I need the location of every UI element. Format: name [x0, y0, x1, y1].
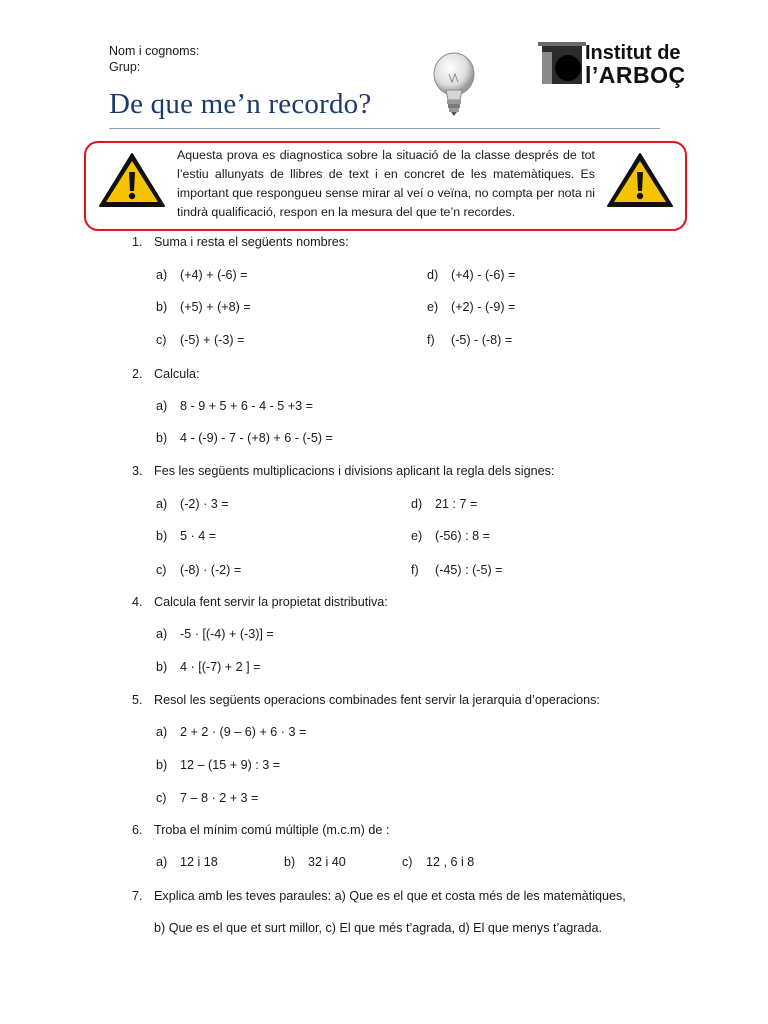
question-text: Troba el mínim comú múltiple (m.c.m) de : — [154, 823, 390, 837]
list-item: a) (-2) · 3 = — [156, 497, 229, 511]
list-item: c) (-5) + (-3) = — [156, 333, 245, 347]
question-number: 1. — [132, 235, 143, 249]
logo-text-line1: Institut de — [585, 42, 681, 64]
question-number: 2. — [132, 367, 143, 381]
group-label: Grup: — [109, 60, 141, 74]
title-rule — [109, 128, 660, 129]
list-item: b) 4 - (-9) - 7 - (+8) + 6 - (-5) = — [156, 431, 333, 445]
list-item: d) 21 : 7 = — [411, 497, 478, 511]
question-3 — [132, 464, 554, 478]
question-number: 7. — [132, 889, 143, 903]
name-label: Nom i cognoms: — [109, 44, 200, 58]
school-logo — [538, 42, 686, 86]
question-text: Explica amb les teves paraules: a) Que es el que et costa més de les matemàtiques, — [154, 889, 626, 903]
lightbulb-icon — [424, 50, 482, 118]
list-item: b) 5 · 4 = — [156, 529, 217, 543]
list-item: a) 8 - 9 + 5 + 6 - 4 - 5 +3 = — [156, 399, 314, 413]
list-item: b) 4 · [(-7) + 2 ] = — [156, 660, 261, 674]
question-5 — [132, 693, 600, 707]
list-item: b) 32 i 40 — [284, 855, 346, 869]
list-item: b) 12 – (15 + 9) : 3 = — [156, 758, 281, 772]
list-item: c) (-8) · (-2) = — [156, 563, 242, 577]
question-text: Fes les següents multiplicacions i divisions aplicant la regla dels signes: — [154, 464, 555, 478]
question-number: 5. — [132, 693, 143, 707]
list-item: a) (+4) + (-6) = — [156, 268, 248, 282]
question-2 — [132, 367, 200, 381]
question-1 — [132, 235, 349, 249]
list-item: a) 12 i 18 — [156, 855, 218, 869]
question-7 — [132, 889, 626, 903]
list-item: a) -5 · [(-4) + (-3)] = — [156, 627, 274, 641]
list-item: f) (-5) - (-8) = — [427, 333, 513, 347]
question-number: 3. — [132, 464, 143, 478]
page-title: De que me’n recordo? — [109, 88, 372, 120]
warning-icon — [98, 152, 166, 208]
question-number: 4. — [132, 595, 143, 609]
list-item: e) (-56) : 8 = — [411, 529, 490, 543]
list-item: a) 2 + 2 · (9 – 6) + 6 · 3 = — [156, 725, 307, 739]
question-text: Resol les següents operacions combinades fent servir la jerarquia d’operacions: — [154, 693, 600, 707]
logo-emblem-icon — [538, 42, 586, 86]
warning-icon — [606, 152, 674, 208]
list-item: b) (+5) + (+8) = — [156, 300, 251, 314]
question-6 — [132, 823, 389, 837]
warning-text: Aquesta prova es diagnostica sobre la situació de la classe després de tot l’estiu allunyats de llibres de text i en concret de les matemàtiques. Es important que respongueu sense mirar al veí o veïna, no compta per nota ni tindrà qualificació, respon en la mesura del que te’n recordes. — [177, 148, 595, 219]
list-item: c) 12 , 6 i 8 — [402, 855, 475, 869]
question-text: Calcula fent servir la propietat distributiva: — [154, 595, 388, 609]
list-item: f) (-45) : (-5) = — [411, 563, 503, 577]
logo-text-line2: l’ARBOÇ — [585, 62, 686, 88]
question-number: 6. — [132, 823, 143, 837]
list-item: d) (+4) - (-6) = — [427, 268, 516, 282]
question-4 — [132, 595, 388, 609]
question-text: Suma i resta el següents nombres: — [154, 235, 349, 249]
list-item: c) 7 – 8 · 2 + 3 = — [156, 791, 259, 805]
list-item: e) (+2) - (-9) = — [427, 300, 516, 314]
question-text: Calcula: — [154, 367, 200, 381]
question-7-continuation: b) Que es el que et surt millor, c) El que més t’agrada, d) El que menys t’agrada. — [154, 921, 602, 935]
